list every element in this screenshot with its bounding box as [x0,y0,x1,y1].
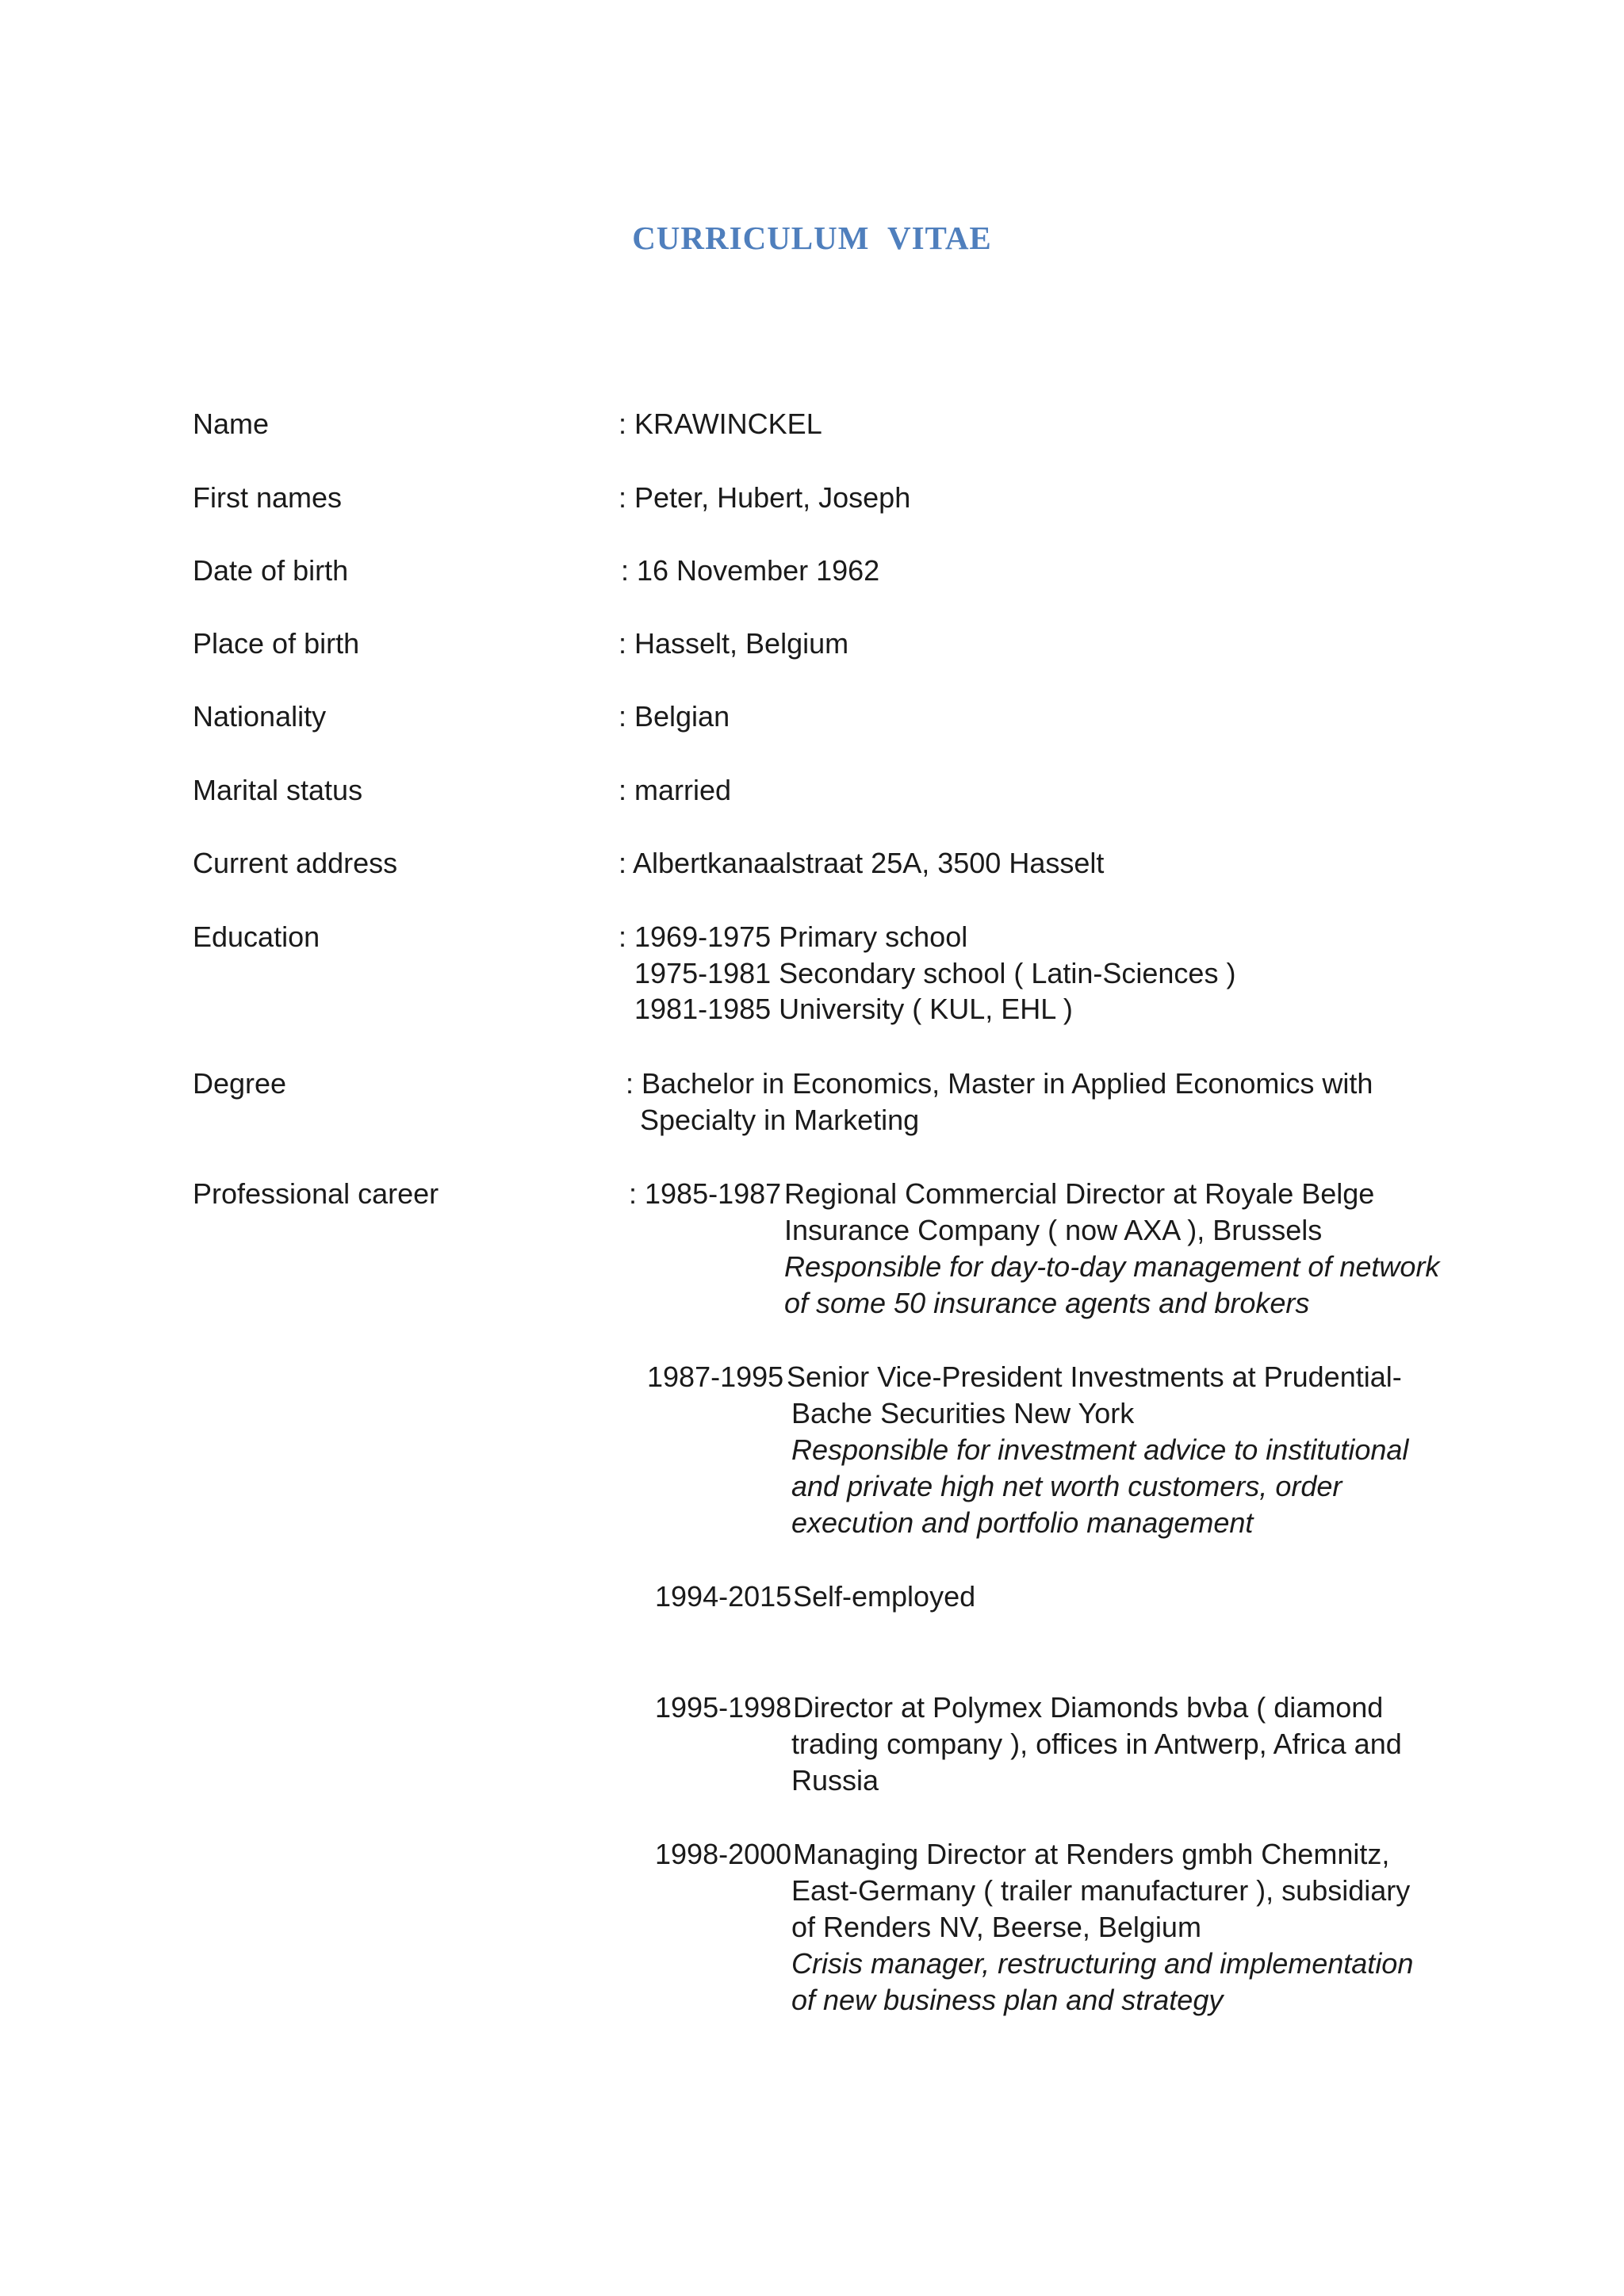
career-description: Responsible for investment advice to institutional [791,1433,1409,1466]
career-line: trading company ), offices in Antwerp, Africa and [791,1728,1402,1760]
career-line: Russia [791,1764,879,1797]
career-description: execution and portfolio management [791,1506,1254,1539]
career-period: 1998-2000 [655,1838,792,1870]
career-line: Regional Commercial Director at Royale Belge [784,1177,1375,1210]
career-line: Bache Securities New York [791,1397,1135,1429]
degree-line: : Bachelor in Economics, Master in Applied Economics with [626,1067,1373,1100]
career-period: 1987-1995 [647,1360,784,1393]
first-names-value: : Peter, Hubert, Joseph [619,481,911,514]
date-of-birth-value: : 16 November 1962 [621,554,880,587]
degree-label: Degree [193,1067,287,1100]
career-line: Senior Vice-President Investments at Prudential- [787,1360,1402,1393]
date-of-birth-label: Date of birth [193,554,349,587]
name-value: : KRAWINCKEL [619,408,822,440]
career-period: 1995-1998 [655,1691,792,1724]
place-of-birth-label: Place of birth [193,627,360,660]
career-line: of Renders NV, Beerse, Belgium [791,1911,1201,1943]
career-period: 1994-2015 [655,1580,792,1613]
career-description: Crisis manager, restructuring and implementation [791,1947,1414,1980]
career-period: : 1985-1987 [629,1177,782,1210]
career-line: Managing Director at Renders gmbh Chemnitz, [793,1838,1390,1870]
education-line: 1981-1985 University ( KUL, EHL ) [634,993,1073,1025]
current-address-value: : Albertkanaalstraat 25A, 3500 Hasselt [619,847,1105,879]
degree-line: Specialty in Marketing [640,1104,920,1136]
education-line: : 1969-1975 Primary school [619,920,968,953]
career-line: Self-employed [793,1580,976,1613]
nationality-value: : Belgian [619,700,730,733]
career-line: East-Germany ( trailer manufacturer ), subsidiary [791,1874,1411,1907]
nationality-label: Nationality [193,700,327,733]
career-description: Responsible for day-to-day management of network [784,1250,1440,1283]
marital-status-label: Marital status [193,774,363,806]
education-line: 1975-1981 Secondary school ( Latin-Sciences ) [634,957,1236,989]
place-of-birth-value: : Hasselt, Belgium [619,627,849,660]
marital-status-value: : married [619,774,732,806]
career-line: Director at Polymex Diamonds bvba ( diamond [793,1691,1384,1724]
document-title: CURRICULUM VITAE [632,220,992,256]
education-label: Education [193,920,320,953]
name-label: Name [193,408,270,440]
career-line: Insurance Company ( now AXA ), Brussels [784,1214,1323,1246]
career-label: Professional career [193,1177,439,1210]
current-address-label: Current address [193,847,398,879]
career-description: and private high net worth customers, order [791,1470,1342,1502]
career-description: of some 50 insurance agents and brokers [784,1287,1310,1319]
career-description: of new business plan and strategy [791,1984,1224,2016]
first-names-label: First names [193,481,343,514]
